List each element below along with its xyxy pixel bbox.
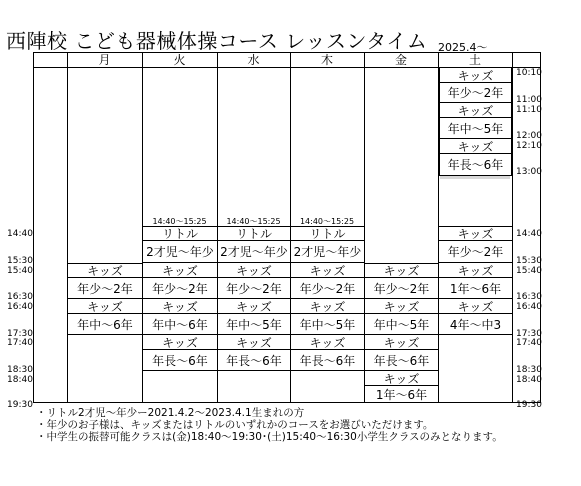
- thu-level-2: 年中～5年: [291, 314, 364, 335]
- tue-level-3: 年長～6年: [143, 350, 217, 371]
- tue-kids-2: キッズ: [143, 299, 217, 314]
- fri-kids-2: キッズ: [365, 299, 438, 314]
- time-label-right: 16:30: [516, 292, 542, 302]
- thu-kids-2: キッズ: [291, 299, 364, 314]
- time-label-right: 11:10: [516, 105, 542, 115]
- sat-level-3: 4年～中3: [439, 314, 512, 335]
- sat-afternoon-level-1: 年少～2年: [439, 241, 512, 263]
- wed-little-time: 14:40～15:25: [226, 217, 281, 226]
- thu-level-1: 年少～2年: [291, 278, 364, 299]
- thu-kids-3: キッズ: [291, 335, 364, 350]
- time-label-right: 12:10: [516, 141, 542, 151]
- time-label-right: 16:40: [516, 302, 542, 312]
- sat-level-2: 1年～6年: [439, 278, 512, 299]
- fri-level-4: 1年～6年: [375, 388, 428, 402]
- cell-shadow: [440, 176, 510, 179]
- time-label-left: 18:40: [7, 375, 33, 385]
- sat-kids-2: キッズ: [439, 263, 512, 278]
- day-header-fri: 金: [394, 53, 407, 67]
- time-label-right: 10:10: [516, 68, 542, 78]
- sat-morning-kids-2: キッズ: [439, 103, 512, 118]
- time-label-left: 15:30: [7, 256, 33, 266]
- time-label-right: 14:40: [516, 229, 542, 239]
- tue-little-class: リトル: [143, 226, 217, 241]
- fri-kids-1: キッズ: [365, 263, 438, 278]
- thu-little-class: リトル: [291, 226, 364, 241]
- time-label-right: 18:40: [516, 375, 542, 385]
- sat-afternoon-kids-1: キッズ: [439, 226, 512, 241]
- column-divider: [512, 52, 513, 403]
- time-label-left: 19:30: [7, 400, 33, 410]
- time-label-left: 17:40: [7, 338, 33, 348]
- time-label-left: 14:40: [7, 229, 33, 239]
- time-label-left: 18:30: [7, 365, 33, 375]
- wed-kids-1: キッズ: [218, 263, 290, 278]
- time-label-left: 17:30: [7, 329, 33, 339]
- page-title: 西陣校 こども器械体操コース レッスンタイム: [6, 29, 428, 53]
- day-header-tue: 火: [173, 53, 186, 67]
- time-label-right: 19:30: [516, 400, 542, 410]
- fri-level-3: 年長～6年: [365, 350, 438, 371]
- sat-morning-level-2: 年中～5年: [439, 118, 512, 139]
- note-line: ・年少のお子様は、キッズまたはリトルのいずれかのコースをお選びいただけます。: [36, 419, 434, 431]
- mon-level-2: 年中～6年: [68, 314, 142, 335]
- sat-morning-kids-3: キッズ: [439, 139, 512, 154]
- time-label-left: 15:40: [7, 266, 33, 276]
- time-label-right: 11:00: [516, 95, 542, 105]
- mon-kids-2: キッズ: [68, 299, 142, 314]
- thu-kids-1: キッズ: [291, 263, 364, 278]
- fri-level-2: 年中～5年: [365, 314, 438, 335]
- fri-level-1: 年少～2年: [365, 278, 438, 299]
- wed-level-3: 年長～6年: [218, 350, 290, 371]
- time-label-left: 16:40: [7, 302, 33, 312]
- wed-level-1: 年少～2年: [218, 278, 290, 299]
- sat-morning-level-1: 年少～2年: [439, 83, 512, 103]
- wed-little-class: リトル: [218, 226, 290, 241]
- time-label-right: 15:40: [516, 266, 542, 276]
- time-label-right: 17:30: [516, 329, 542, 339]
- mon-kids-1: キッズ: [68, 263, 142, 278]
- fri-kids-4: キッズ: [365, 371, 438, 386]
- time-label-right: 18:30: [516, 365, 542, 375]
- note-line: ・リトル2才児～年少ー2021.4.2～2023.4.1生まれの方: [36, 407, 305, 419]
- tue-level-2: 年中～6年: [143, 314, 217, 335]
- tue-little-age: 2才児～年少: [143, 241, 217, 263]
- time-label-right: 12:00: [516, 131, 542, 141]
- tue-level-1: 年少～2年: [143, 278, 217, 299]
- time-label-right: 13:00: [516, 167, 542, 177]
- thu-little-time: 14:40～15:25: [299, 217, 355, 226]
- sat-morning-kids-1: キッズ: [439, 68, 512, 83]
- day-header-thu: 木: [320, 53, 333, 67]
- wed-level-2: 年中～5年: [218, 314, 290, 335]
- day-header-sat: 土: [468, 53, 481, 67]
- wed-kids-2: キッズ: [218, 299, 290, 314]
- tue-little-time: 14:40～15:25: [152, 217, 207, 226]
- sat-morning-level-3: 年長～6年: [439, 154, 512, 176]
- tue-kids-1: キッズ: [143, 263, 217, 278]
- thu-level-3: 年長～6年: [291, 350, 364, 371]
- time-label-right: 15:30: [516, 256, 542, 266]
- sat-kids-3: キッズ: [439, 299, 512, 314]
- day-header-wed: 水: [247, 53, 260, 67]
- fri-kids-3: キッズ: [365, 335, 438, 350]
- time-label-left: 16:30: [7, 292, 33, 302]
- day-header-mon: 月: [98, 53, 111, 67]
- time-label-right: 17:40: [516, 338, 542, 348]
- column-divider: [67, 52, 68, 403]
- effective-date: 2025.4～: [438, 41, 488, 54]
- mon-level-1: 年少～2年: [68, 278, 142, 299]
- thu-little-age: 2才児～年少: [291, 241, 364, 263]
- wed-little-age: 2才児～年少: [218, 241, 290, 263]
- tue-kids-3: キッズ: [143, 335, 217, 350]
- wed-kids-3: キッズ: [218, 335, 290, 350]
- note-line: ・中学生の振替可能クラスは(金)18:40～19:30･(土)15:40～16:30小学生クラスのみとなります。: [36, 431, 503, 443]
